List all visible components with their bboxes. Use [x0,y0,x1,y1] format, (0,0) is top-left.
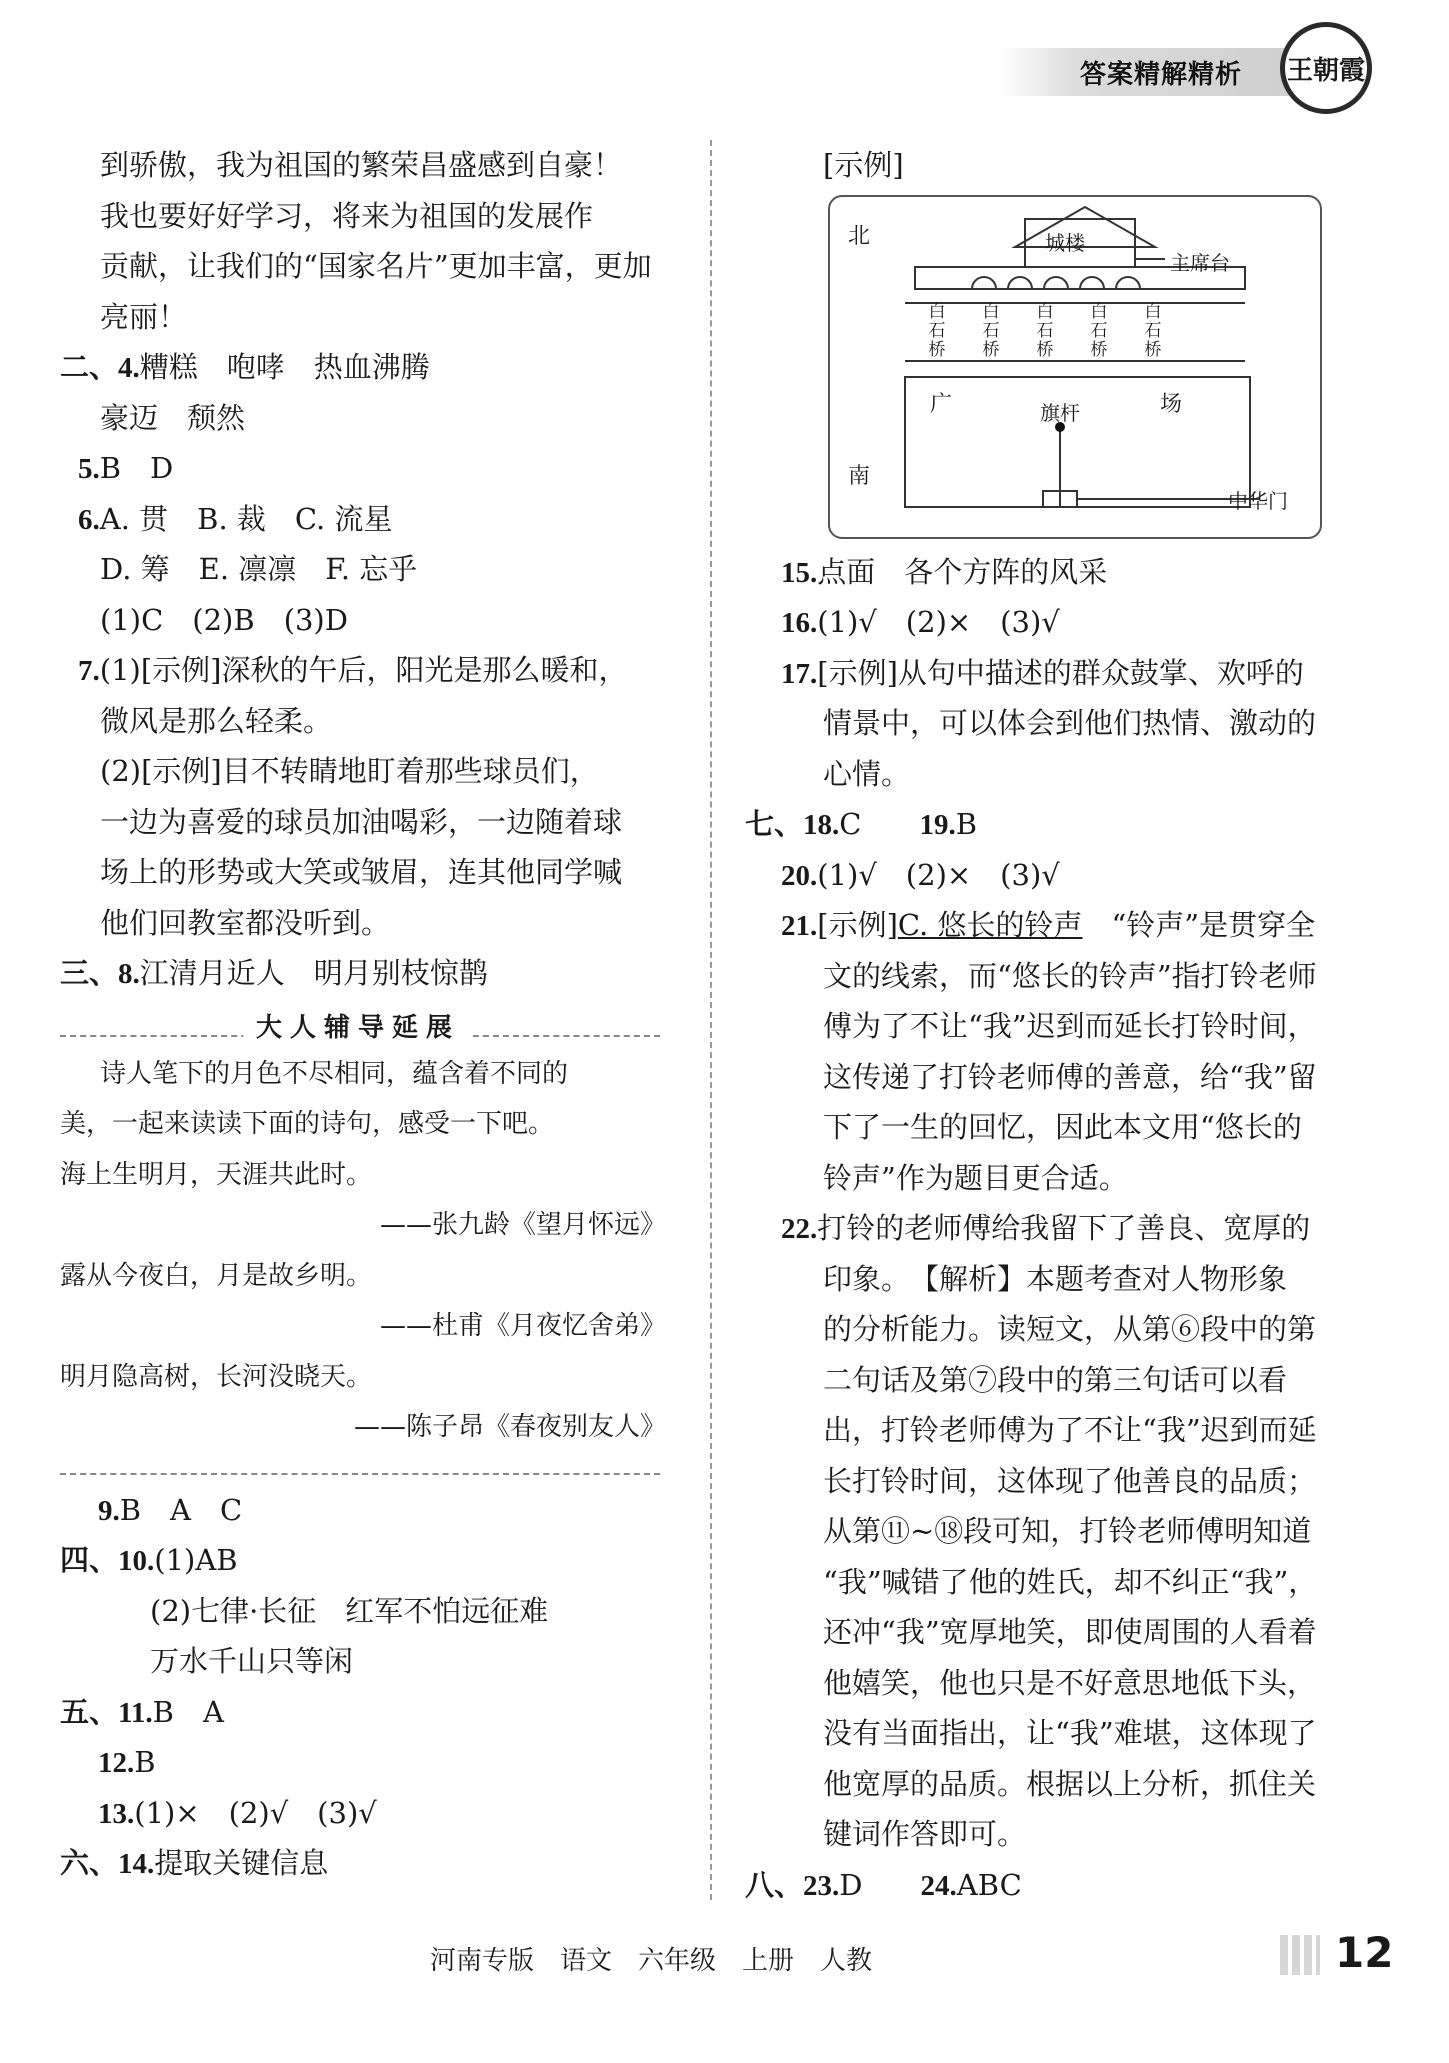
q22-answer-cont: 他嬉笑，他也只是不好意思地低下头， [823,1665,1317,1700]
q5-answer [60,443,680,494]
q20-answer [745,850,1355,901]
q4-answer-cont: 豪迈 颓然 [100,400,246,435]
q4-label: 二、4. [60,352,140,384]
q22-answer-cont: 出，打铃老师傅为了不让“我”迟到而延 [823,1413,1317,1447]
q22-text: 打铃的老师傅给我留下了善良、宽厚的 [817,1211,1311,1245]
q16-label: 16. [781,607,818,639]
q13-text: (1)× (2)√ (3)√ [134,1795,377,1830]
map-square-label-left: 广 [930,391,953,417]
extension-intro: 美，一起来读读下面的诗句，感受一下吧。 [60,1109,555,1139]
q22-answer [745,1203,1355,1254]
map-flagpole-label: 旗杆 [1040,400,1080,425]
q10-answer-cont: 万水千山只等闲 [150,1644,354,1678]
q22-answer-cont: 没有当面指出，让“我”难堪，这体现了 [823,1716,1317,1750]
map-square-label-right: 场 [1160,391,1183,417]
q21-answer-cont: 铃声”作为题目更合适。 [823,1160,1128,1195]
q22-answer-cont: 的分析能力。读短文，从第⑥段中的第 [823,1312,1317,1346]
q10-label: 四、10. [60,1545,155,1577]
q7-answer-cont: (2)[示例]目不转睛地盯着那些球员们， [100,754,599,788]
q6-text: A. 贯 B. 裁 C. 流星 [99,501,393,536]
q7-text: (1)[示例]深秋的午后，阳光是那么暖和， [99,653,628,687]
q11-label: 五、11. [60,1696,153,1729]
map-bridge-label: 白 石 桥 [928,301,946,360]
answer-line: 我也要好好学习，将来为祖国的发展作 [100,198,594,233]
map-bridge-label: 白 石 桥 [1144,301,1162,360]
q15-answer [745,547,1355,598]
q21-prefix: [示例] [817,908,898,942]
q8-answer [60,948,680,999]
map-north-label: 北 [848,223,871,249]
q22-answer-cont: 长打铃时间，这体现了他善良的品质； [823,1463,1317,1498]
q4-answer [60,342,680,393]
q21-choice: C. 悠长的铃声 [897,908,1083,942]
q18-label: 七、18. [745,809,840,841]
map-bridge-label: 白 石 桥 [1090,301,1108,360]
q13-label: 13. [98,1797,135,1830]
q16-text: (1)√ (2)× (3)√ [817,605,1060,639]
q19-text: B [955,807,978,841]
q17-answer [745,648,1355,699]
q24-text: ABC [956,1867,1022,1902]
q9-label: 9. [98,1494,120,1527]
q7-answer [60,645,680,696]
footer-info: 河南专版 语文 六年级 上册 人教 [430,1946,873,1976]
q7-answer-cont: 场上的形势或大笑或皱眉，连其他同学喊 [100,855,623,889]
q18-answer [745,799,1355,850]
q9-text: B A C [119,1492,243,1527]
q6-answer-cont: (1)C (2)B (3)D [100,602,348,637]
q21-answer-cont: 下了一生的回忆，因此本文用“悠长的 [823,1110,1302,1144]
answer-line: 到骄傲，我为祖国的繁荣昌盛感到自豪！ [100,148,623,182]
q5-text: B D [99,451,174,485]
q11-answer [60,1687,680,1738]
q12-answer [60,1737,680,1788]
right-column [745,140,1355,1910]
q6-label: 6. [78,503,100,536]
q11-text: B A [152,1694,224,1729]
gate-arches [972,277,1140,289]
q19-label: 19. [919,809,956,841]
q8-text: 江清月近人 明月别枝惊鹊 [139,956,488,990]
publisher-logo [1280,22,1372,114]
poem-line: 明月隐高树，长河没晓天。 [60,1361,373,1392]
q20-text: (1)√ (2)× (3)√ [817,857,1060,892]
example-label: [示例] [823,148,904,182]
q17-answer-cont: 心情。 [823,756,911,791]
q5-label: 5. [78,453,100,485]
q15-label: 15. [781,556,818,589]
q8-label: 三、8. [60,958,140,990]
map-bridge-label: 白 石 桥 [1036,301,1054,360]
map-bridge-label: 白 石 桥 [982,301,1000,360]
answer-line: 贡献，让我们的“国家名片”更加丰富，更加 [100,249,652,283]
q21-answer-cont: 文的线索，而“悠长的铃声”指打铃老师 [823,958,1317,993]
extension-header [60,999,680,1049]
q6-answer-cont: D. 筹 E. 凛凛 F. 忘乎 [100,552,418,586]
q21-answer-cont: 傅为了不让“我”迟到而延长打铃时间， [823,1009,1317,1043]
extension-rule-end [60,1453,660,1475]
q7-label: 7. [78,655,100,687]
poem-source: ——陈子昂《春夜别友人》 [353,1412,666,1442]
poem-line: 露从今夜白，月是故乡明。 [60,1260,373,1291]
q17-text: [示例]从句中描述的群众鼓掌、欢呼的 [817,655,1304,690]
q12-text: B [134,1745,156,1779]
page-number-decoration [1280,1935,1320,1975]
q12-label: 12. [98,1747,135,1779]
poem-source: ——杜甫《月夜忆舍弟》 [379,1311,666,1341]
q21-answer [745,900,1355,951]
extension-intro: 诗人笔下的月色不尽相同，蕴含着不同的 [100,1058,569,1089]
q22-answer-cont: 从第⑪~⑱段可知，打铃老师傅明知道 [823,1514,1312,1548]
q14-label: 六、14. [60,1848,155,1880]
q22-answer-cont: 键词作答即可。 [823,1817,1027,1851]
q24-label: 24. [920,1869,957,1902]
q21-text: “铃声”是贯穿全 [1082,908,1316,942]
q20-label: 20. [781,859,818,892]
q6-answer [60,494,680,545]
q7-answer-cont: 一边为喜爱的球员加油喝彩，一边随着球 [100,804,623,839]
q21-answer-cont: 这传递了打铃老师傅的善意，给“我”留 [823,1059,1317,1094]
map-gate-label: 中华门 [1228,488,1288,513]
q22-label: 22. [781,1213,818,1245]
left-column [60,140,680,1889]
q15-text: 点面 各个方阵的风采 [817,554,1108,589]
q14-text: 提取关键信息 [154,1846,329,1880]
q21-label: 21. [781,910,818,942]
q23-label: 八、23. [745,1869,840,1902]
q16-answer [745,597,1355,648]
logo-text: 王朝霞 [1286,55,1365,86]
poem-source: ——张九龄《望月怀远》 [379,1210,666,1240]
q22-answer-cont: 二句话及第⑦段中的第三句话可以看 [823,1362,1288,1397]
map-gate-tower-label: 城楼 [1045,230,1085,255]
tiananmen-map [828,195,1322,539]
column-divider [710,140,712,1900]
q22-answer-cont: 他宽厚的品质。根据以上分析，抓住关 [823,1766,1317,1801]
q7-answer-cont: 他们回教室都没听到。 [100,905,391,940]
poem-line: 海上生明月，天涯共此时。 [60,1159,373,1190]
q17-answer-cont: 情景中，可以体会到他们热情、激动的 [823,706,1317,740]
q14-answer [60,1838,680,1889]
q10-answer [60,1535,680,1586]
q22-answer-cont: 还冲“我”宽厚地笑，即使周围的人看着 [823,1615,1317,1649]
q10-text: (1)AB [154,1543,238,1577]
answer-line: 亮丽！ [100,299,188,334]
extension-title: 大人辅导延展 [240,1007,476,1044]
q23-answer [745,1860,1355,1911]
header-title: 答案精解精析 [1080,60,1243,90]
map-rostrum-label: 主席台 [1170,250,1230,275]
q18-text: C [839,807,862,841]
q22-answer-cont: 印象。 【解析】本题考查对人物形象 [823,1261,1288,1296]
q9-answer [60,1485,680,1536]
q7-answer-cont: 微风是那么轻柔。 [100,703,333,738]
q17-label: 17. [781,657,818,690]
q13-answer [60,1788,680,1839]
page-number: 12 [1335,1928,1394,1977]
q4-text: 糟糕 咆哮 热血沸腾 [139,350,430,384]
q23-text: D [839,1867,863,1902]
q22-answer-cont: “我”喊错了他的姓氏，却不纠正“我”， [823,1564,1318,1599]
map-south-label: 南 [848,463,871,489]
q10-answer-cont: (2)七律·长征 红军不怕远征难 [150,1593,549,1628]
